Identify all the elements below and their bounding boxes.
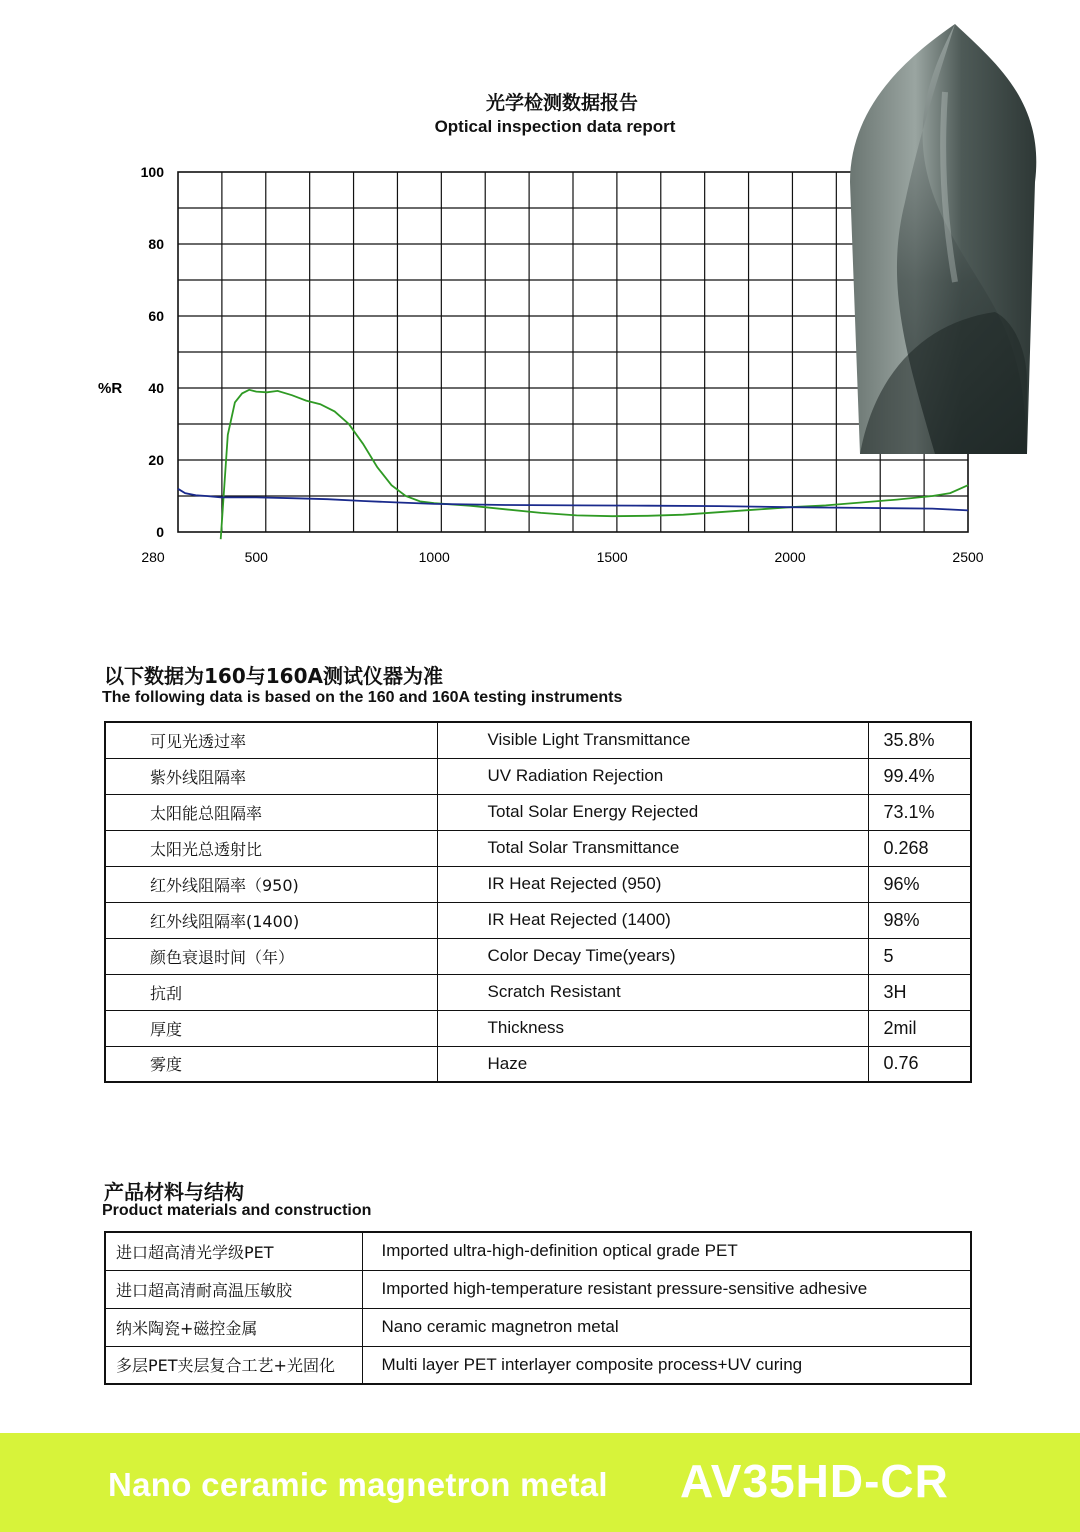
x-tick-label: 1500 [596, 549, 628, 565]
spec-value: 5 [868, 938, 971, 974]
y-tick-label: 60 [148, 308, 164, 324]
spec-row [105, 866, 971, 902]
footer-model-code: AV35HD-CR [680, 1455, 949, 1507]
spec-value: 96% [868, 866, 971, 902]
spec-heading-en: The following data is based on the 160 and 160A testing instruments [102, 689, 623, 706]
x-tick-label: 2000 [774, 549, 806, 565]
material-row [105, 1232, 971, 1270]
report-title-zh: 光学检测数据报告 [485, 92, 638, 114]
y-axis-ticks [141, 164, 165, 540]
spec-row [105, 722, 971, 758]
x-tick-label: 500 [244, 549, 268, 565]
spec-label-en: IR Heat Rejected (1400) [437, 902, 868, 938]
spec-row [105, 1010, 971, 1046]
spec-value: 35.8% [868, 722, 971, 758]
x-tick-label: 280 [141, 549, 165, 565]
x-tick-label: 2500 [952, 549, 984, 565]
spec-label-en: Haze [437, 1046, 868, 1082]
spec-label-zh: 红外线阻隔率（950) [105, 866, 437, 902]
spec-heading-zh: 以下数据为160与160A测试仪器为准 [104, 664, 443, 688]
y-tick-label: 40 [148, 380, 164, 396]
material-label-en: Multi layer PET interlayer composite process+UV curing [362, 1346, 971, 1384]
spec-row [105, 902, 971, 938]
y-tick-label: 0 [156, 524, 164, 540]
spec-label-zh: 太阳光总透射比 [105, 830, 437, 866]
spec-value: 2mil [868, 1010, 971, 1046]
materials-heading-en: Product materials and construction [102, 1202, 372, 1219]
report-title-en: Optical inspection data report [434, 117, 676, 136]
spec-label-zh: 颜色衰退时间（年） [105, 938, 437, 974]
spec-label-en: Total Solar Transmittance [437, 830, 868, 866]
spec-label-zh: 抗刮 [105, 974, 437, 1010]
material-label-zh: 多层PET夹层复合工艺+光固化 [105, 1346, 362, 1384]
window-film-roll-image [845, 22, 1045, 457]
spec-row [105, 974, 971, 1010]
spec-label-zh: 可见光透过率 [105, 722, 437, 758]
material-label-en: Imported ultra-high-definition optical grade PET [362, 1232, 971, 1270]
spec-value: 0.76 [868, 1046, 971, 1082]
spec-value: 0.268 [868, 830, 971, 866]
spec-label-en: Thickness [437, 1010, 868, 1046]
spec-row [105, 758, 971, 794]
spec-label-en: Total Solar Energy Rejected [437, 794, 868, 830]
spec-label-zh: 太阳能总阻隔率 [105, 794, 437, 830]
x-axis-ticks [141, 549, 983, 565]
spec-value: 3H [868, 974, 971, 1010]
spec-value: 99.4% [868, 758, 971, 794]
spec-label-zh: 厚度 [105, 1010, 437, 1046]
spec-value: 73.1% [868, 794, 971, 830]
spec-label-zh: 紫外线阻隔率 [105, 758, 437, 794]
material-row [105, 1346, 971, 1384]
x-tick-label: 1000 [418, 549, 450, 565]
spec-row [105, 1046, 971, 1082]
spec-label-en: Color Decay Time(years) [437, 938, 868, 974]
spec-label-en: UV Radiation Rejection [437, 758, 868, 794]
spec-table [104, 721, 972, 1083]
y-axis-label: %R [98, 380, 123, 397]
spec-label-en: IR Heat Rejected (950) [437, 866, 868, 902]
material-label-zh: 进口超高清耐高温压敏胶 [105, 1270, 362, 1308]
material-label-en: Imported high-temperature resistant pressure-sensitive adhesive [362, 1270, 971, 1308]
spec-row [105, 830, 971, 866]
material-row [105, 1308, 971, 1346]
material-label-zh: 纳米陶瓷+磁控金属 [105, 1308, 362, 1346]
footer-tagline: Nano ceramic magnetron metal [108, 1466, 608, 1503]
material-row [105, 1270, 971, 1308]
material-label-en: Nano ceramic magnetron metal [362, 1308, 971, 1346]
y-tick-label: 100 [140, 164, 164, 180]
spec-value: 98% [868, 902, 971, 938]
spec-label-en: Visible Light Transmittance [437, 722, 868, 758]
spec-label-en: Scratch Resistant [437, 974, 868, 1010]
y-tick-label: 20 [148, 452, 164, 468]
spec-row [105, 938, 971, 974]
spec-row [105, 794, 971, 830]
materials-heading-zh: 产品材料与结构 [104, 1180, 244, 1204]
y-tick-label: 80 [148, 236, 164, 252]
spec-label-zh: 雾度 [105, 1046, 437, 1082]
material-label-zh: 进口超高清光学级PET [105, 1232, 362, 1270]
spec-label-zh: 红外线阻隔率(1400) [105, 902, 437, 938]
materials-table [104, 1231, 972, 1385]
